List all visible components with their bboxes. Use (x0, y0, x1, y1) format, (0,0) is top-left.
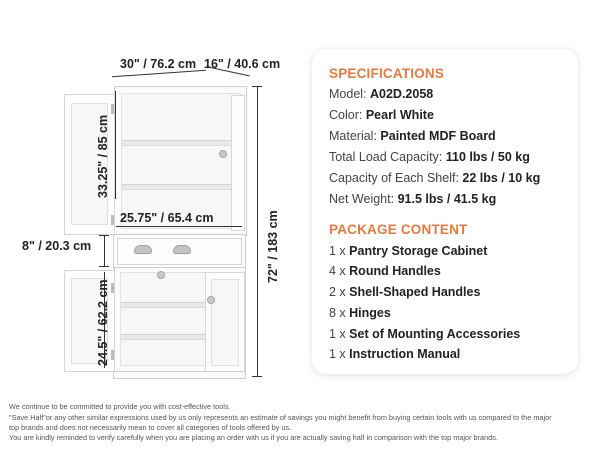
hinge-icon (111, 283, 114, 293)
spec-label: Capacity of Each Shelf: (329, 171, 463, 185)
spec-value: 110 lbs / 50 kg (445, 150, 530, 164)
shell-handle-icon (134, 245, 152, 254)
door-inset (211, 279, 239, 366)
package-row (329, 244, 487, 258)
upper-right-door (231, 95, 245, 231)
upper-shelf-2 (122, 184, 239, 190)
package-item: Shell-Shaped Handles (349, 285, 481, 299)
package-row (329, 347, 460, 361)
spec-label: Net Weight: (329, 192, 398, 206)
disclaimer-line-1: We continue to be committed to provide you with cost-effective tools. (9, 402, 231, 411)
drawer-height-label: 8" / 20.3 cm (22, 239, 92, 253)
spec-row-total-load (329, 150, 530, 164)
spec-value: 22 lbs / 10 kg (462, 171, 541, 185)
package-row (329, 327, 520, 341)
drawer-height-tick (99, 266, 109, 267)
spec-value: Painted MDF Board (380, 129, 496, 143)
total-height-tick (252, 376, 262, 377)
depth-dimension-label: 16" / 40.6 cm (204, 57, 281, 71)
shell-handle-icon (173, 245, 191, 254)
package-row (329, 264, 441, 278)
package-qty: 1 x (329, 327, 350, 341)
package-row (329, 285, 480, 299)
package-qty: 8 x (329, 306, 350, 320)
round-handle-icon (157, 271, 165, 279)
package-item: Instruction Manual (349, 347, 461, 361)
package-content-title: PACKAGE CONTENT (329, 222, 468, 237)
spec-value: Pearl White (365, 108, 434, 122)
hinge-icon (111, 350, 114, 360)
inner-width-line (116, 226, 242, 227)
total-height-tick (252, 86, 262, 87)
upper-interior (121, 93, 241, 229)
spec-label: Color: (329, 108, 366, 122)
hinge-icon (111, 215, 114, 225)
package-item: Hinges (349, 306, 391, 320)
inner-width-label: 25.75" / 65.4 cm (120, 211, 214, 225)
package-qty: 1 x (329, 347, 350, 361)
spec-value: A02D.2058 (370, 87, 434, 101)
package-item: Round Handles (349, 264, 441, 278)
lower-right-door (205, 272, 245, 373)
spec-row-color (329, 108, 434, 122)
spec-row-model (329, 87, 433, 101)
spec-label: Model: (329, 87, 370, 101)
total-height-label: 72" / 183 cm (266, 210, 280, 283)
spec-label: Material: (329, 129, 381, 143)
spec-value: 91.5 lbs / 41.5 kg (397, 192, 497, 206)
spec-label: Total Load Capacity: (329, 150, 446, 164)
disclaimer-line-2: "Save Half"or any other similar expressions used by us only represents an estimate of savings you might benefit from buying certain tools with us compared to the major (9, 413, 552, 422)
package-item: Pantry Storage Cabinet (349, 244, 488, 258)
spec-row-net-weight (329, 192, 496, 206)
lower-height-label: 24.5" / 62.2 cm (96, 279, 110, 366)
specification-card (312, 49, 578, 374)
spec-row-shelf-capacity (329, 171, 540, 185)
package-qty: 2 x (329, 285, 350, 299)
specifications-title: SPECIFICATIONS (329, 66, 445, 81)
round-handle-icon (207, 296, 215, 304)
cabinet-base (113, 371, 246, 379)
upper-shelf-1 (122, 140, 239, 146)
disclaimer-line-4: You are kindly reminded to verify carefully when you are placing an order with us if you are actually saving half in comparison with the top major brands. (9, 433, 498, 442)
spec-row-material (329, 129, 496, 143)
width-dimension-label: 30" / 76.2 cm (120, 57, 197, 71)
package-qty: 4 x (329, 264, 350, 278)
package-row (329, 306, 391, 320)
drawer-height-line (104, 235, 105, 267)
upper-height-line (115, 91, 116, 199)
total-height-line (257, 86, 258, 376)
package-qty: 1 x (329, 244, 350, 258)
package-item: Set of Mounting Accessories (349, 327, 521, 341)
hinge-icon (111, 104, 114, 114)
round-handle-icon (219, 150, 227, 158)
disclaimer-line-3: top brands and does not necessarily mean to cover all categories of tools offered by us. (9, 423, 292, 432)
upper-height-label: 33.25" / 85 cm (96, 114, 110, 198)
drawer-height-tick (99, 235, 109, 236)
